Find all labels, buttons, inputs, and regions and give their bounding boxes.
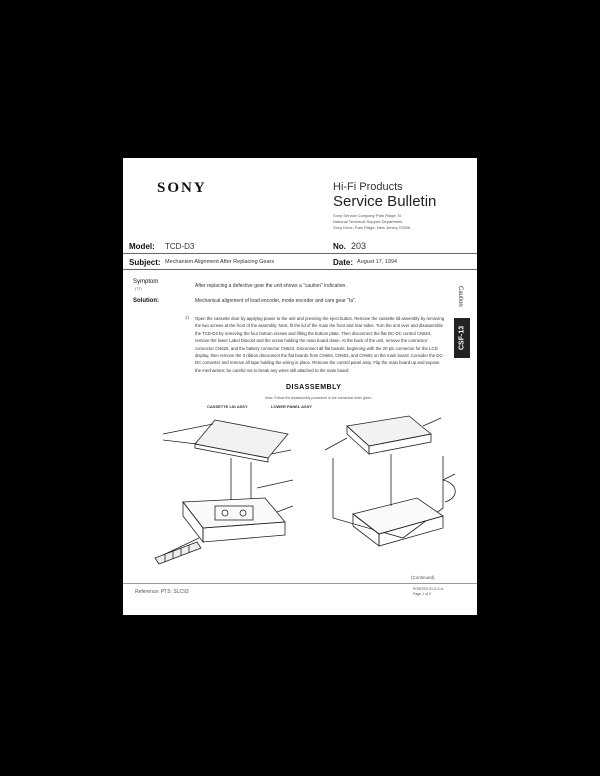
address-line: Sony Service Company Park Ridge, N. [333,213,402,218]
cassette-lid-caption: CASSETTE LID ASSY [207,404,248,409]
address-line: National Technical Support Department [333,219,403,224]
service-bulletin-page [123,158,477,615]
symptom-sub: (TT) [135,287,142,291]
divider [123,253,477,254]
address-line: Sony Drive, Park Ridge, New Jersey 07656 [333,225,410,230]
footer-printed: PRINTED IN U.S.A. [413,587,444,591]
reference-text: Reference: PTS: SLC93 [135,589,189,595]
right-exploded-diagram [313,398,463,568]
date-label: Date: [333,258,354,267]
date-value: August 17, 1994 [357,259,398,265]
subject-value: Mechanism Alignment After Replacing Gears [165,259,275,265]
lower-panel-caption: LOWER PANEL ASSY [271,404,313,409]
doc-type-title: Service Bulletin [333,193,437,210]
number-label: No. [333,242,346,251]
bulletin-code-tab [454,318,470,358]
footer-page: Page 1 of 2 [413,592,431,596]
procedure-text: Open the cassette door by applying power to the unit and pressing the eject button. Remove the cassette lid assembly by removing the two screws at the front of the assembly. Next, fit the lid of the main the front and rear sides. Turn the unit over and disassemble the TCD-D3 by removing the four bottom screws and lifting the bottom plate. Then disconnect the flat DC-DC control CN624, remove the lower Label Discont and the screw holding the main board down. At the back of the unit, remove the connector connector CN629, and the battery connector CN623. Disconnect all flat boards, beginning with the 20 pin connector for the LCD display, then remove the 3 ribbon disconnect the flat boards from CN604, CN603, and CN602 on the main board. Consider the DC-DC converter and remove all tape holding the wiring in place. Remove the control panel assy. Flip the main board up and expose the mechanism; be careful not to break any wires still attached to the main board. [195,316,445,373]
disassembly-note: Note: Follow the disassembly procedure in the numerical order given. [265,396,373,400]
product-line: Hi-Fi Products [333,181,403,193]
caution-side-label: Caution [457,286,463,307]
divider [123,269,477,270]
subject-label: Subject: [129,258,161,267]
disassembly-title: DISASSEMBLY [286,384,342,391]
solution-text: Mechanical alignment of load encoder, mode encoder and cam gear "Ia". [195,298,357,304]
symptom-label: Symptom [133,279,159,285]
model-value: TCD-D3 [165,242,195,251]
continued-label: (Continued) [411,575,435,580]
solution-label: Solution: [133,298,159,304]
step-number: 1) [185,315,190,320]
symptom-text: After replacing a defective gear the unit shows a "caution" indication. [195,283,347,289]
model-label: Model: [129,242,155,251]
sony-logo: SONY [157,180,207,196]
bulletin-code: CSF-13 [458,325,466,351]
left-exploded-diagram [153,410,303,580]
divider [123,583,477,584]
number-value: 203 [351,241,367,251]
